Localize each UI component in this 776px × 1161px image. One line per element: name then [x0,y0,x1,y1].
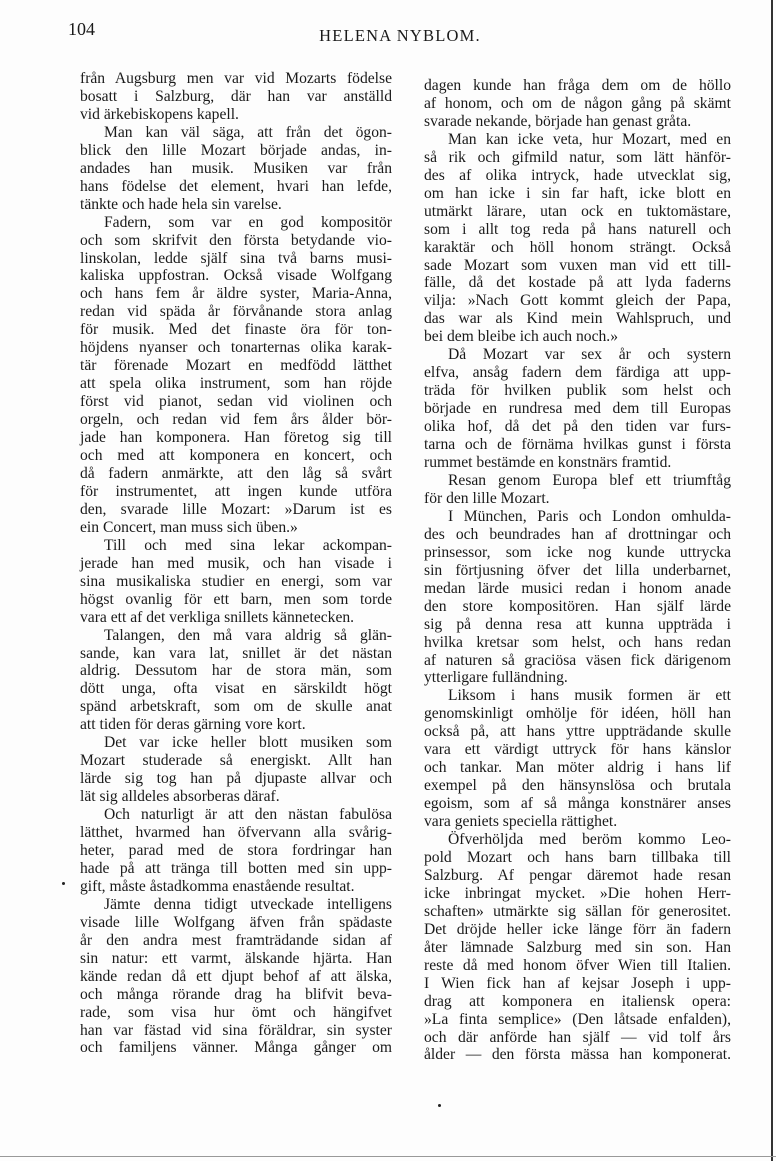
text-line: den, svarade lille Mozart: »Darum ist es [80,500,392,518]
text-line: Resan genom Europa blef ett triumftåg [448,471,731,489]
text-line: Fadern, som var en god kompositör [104,213,392,231]
text-line: bei dem bleibe ich auch noch.» [424,328,618,346]
text-line: I Wien fick han af kejsar Joseph i upp- [424,974,731,992]
text-line: vara ett af det verkliga snillets kännetecken. [80,608,355,626]
text-line: utmärkt lärare, utan ock en tuktomästare, [424,202,731,220]
text-line: sin natur: ett varmt, älskande hjärta. Han [80,949,392,967]
text-line: »La finta semplice» (Den låtsade enfalden), [424,1010,731,1028]
scan-speck [62,882,65,885]
text-line: ein Concert, man muss sich üben.» [80,518,298,536]
text-line: linskolan, ledde själf sina två barns musi- [80,249,392,267]
text-line: ålder — den första mässa han komponerat. [424,1046,731,1064]
paragraph [424,346,731,472]
text-line: olika hof, då det på den tiden var furs- [424,418,731,436]
text-line: visade lille Wolfgang äfven från spädaste [80,913,392,931]
text-line: bosatt i Salzburg, där han var anställd [80,87,392,105]
text-line: spänd arbetskraft, som om de skulle anat [80,698,392,716]
text-line: om han icke i sin far haft, icke blott en [424,184,731,202]
text-line: des och beundrades han af drottningar och [424,525,731,543]
text-line: Man kan väl säga, att från det ögon- [104,123,392,141]
text-line: hans födelse det element, hvari han lefde, [80,177,392,195]
text-line: genomskinligt omhölje för idéen, höll han [424,705,731,723]
text-line: Liksom i hans musik formen är ett [448,687,731,705]
text-line: pold Mozart och hans barn tillbaka till [424,848,731,866]
text-line: Det var icke heller blott musiken som [104,734,392,752]
paragraph [80,124,392,214]
text-line: jerade han med musik, och han visade i [80,554,392,572]
text-line: Salzburg. Af pengar däremot hade resan [424,866,731,884]
text-line: vara geniets speciella rättighet. [424,813,618,831]
text-line: han var fästad vid sina föräldrar, sin syster [80,1021,392,1039]
running-head: HELENA NYBLOM. [319,26,481,45]
paragraph [424,472,731,508]
text-line: sade Mozart som vuxen man vid ett till- [424,256,731,274]
text-line: för musik. Med det finaste öra för ton- [80,321,392,339]
text-line: Man kan icke veta, hur Mozart, med en [448,130,731,148]
text-line: sig på denna resa att kunna uppträda i [424,615,731,633]
paragraph [424,131,731,346]
text-line: då fadern anmärkte, att den låg så svårt [80,464,392,482]
text-line: också på, att hans yttre uppträdande skulle [424,723,731,741]
text-column-right [424,77,731,1064]
text-line: icke inbringat mycket. »Die hohen Herr- [424,884,731,902]
page-number: 104 [68,19,95,39]
text-line: dött unga, ofta visat en särskildt högt [80,680,392,698]
paragraph [80,70,392,124]
text-line: blick den lille Mozart började andas, in- [80,141,392,159]
text-line: af honom, och om de någon gång på skämt [424,94,731,112]
text-line: dagen kunde han fråga dem om de höllo [424,77,731,94]
text-line: Det dröjde heller icke länge förr än fadern [424,920,731,938]
text-line: Talangen, den må vara aldrig så glän- [104,626,392,644]
text-line: vid ärkebiskopens kapell. [80,105,239,123]
text-line: Då Mozart var sex år och systern [448,346,731,364]
text-line: att spela olika instrument, som han röjde [80,375,392,393]
text-line: tänkte och hade hela sin varelse. [80,195,282,213]
text-line: och som skrifvit den första betydande vio- [80,231,392,249]
paragraph [424,508,731,688]
text-line: elfva, ansåg fadern dem färdiga att upp- [424,364,731,382]
text-line: högst ovanlig för ett barn, men som torde [80,590,392,608]
scan-edge-right [771,0,773,1161]
text-line: lärde sig tog han på djupaste allvar och [80,770,392,788]
text-line: lätthet, hvarmed han öfvervann alla svårig- [80,824,392,842]
paragraph [80,627,392,735]
paragraph [80,214,392,537]
text-line: och där anförde han själf — vid tolf års [424,1028,731,1046]
text-line: och många rörande drag ha blifvit beva- [80,985,392,1003]
text-line: svarade nekande, började han genast gråta. [424,112,692,130]
text-line: som i allt tog reda på hans naturell och [424,220,731,238]
text-line: Och naturligt är att den nästan fabulösa [104,806,392,824]
text-line: af naturen så graciösa väsen fick därigenom [424,651,731,669]
text-line: gift, måste åstadkomma enastående resultat. [80,877,355,895]
text-line: hade på att tränga till botten med sin upp- [80,859,392,877]
text-line: åter lämnade Salzburg med sin son. Han [424,938,731,956]
text-line: och familjens vänner. Många gånger om [80,1039,392,1057]
paragraph [80,896,392,1058]
paragraph [424,687,731,831]
text-line: och hans fem år äldre syster, Maria-Anna, [80,285,392,303]
text-line: rummet bestämde en konstnärs framtid. [424,454,672,472]
text-line: tär förenade Mozart en medfödd lätthet [80,357,392,375]
text-line: rade, som visa hur ömt och hängifvet [80,1003,392,1021]
text-line: reste då med honom öfver Wien till Italien. [424,956,731,974]
text-line: började en rundresa med dem till Europas [424,400,731,418]
text-line: vilja: »Nach Gott kommt gleich der Papa, [424,292,731,310]
paragraph [80,734,392,806]
scan-edge-bottom [0,1156,776,1157]
text-line: lät sig alldeles absorberas däraf. [80,788,280,806]
text-line: sin förtjusning öfver det lilla underbarnet, [424,561,731,579]
text-line: att tiden för deras gärning vore kort. [80,716,306,734]
text-line: redan vid späda år förvånande stora anlag [80,303,392,321]
text-line: träda för hvilken publik som helst och [424,382,731,400]
text-line: medan lärde musici redan i honom anade [424,579,731,597]
text-line: så rik och gifmild natur, som lätt hänför- [424,148,731,166]
text-line: tarna och de förnäma hvilkas gunst i första [424,436,731,454]
text-line: prinsessor, som icke nog kunde uttrycka [424,543,731,561]
text-line: sande, kan vara lat, snillet är det nästan [80,644,392,662]
text-line: kaliska uppfostran. Också visade Wolfgang [80,267,392,285]
text-line: Till och med sina lekar ackompan- [104,536,392,554]
text-line: andades han musik. Musiken var från [80,159,392,177]
text-line: och tankar. Man möter aldrig i hans lif [424,759,731,777]
text-line: den store kompositören. Han själf lärde [424,597,731,615]
text-line: Jämte denna tidigt utveckade intelligens [104,895,392,913]
text-line: Öfverhöljda med beröm kommo Leo- [448,831,731,849]
text-line: år den andra mest framträdande sidan af [80,931,392,949]
text-line: ytterligare fulländning. [424,669,568,687]
paragraph [80,537,392,627]
text-line: kände redan då ett djupt behof af att älska, [80,967,392,985]
text-line: das war als Kind mein Wahlspruch, und [424,310,731,328]
text-line: karaktär och höll honom strängt. Också [424,238,731,256]
text-line: exempel på den hänsynslösa och brutala [424,777,731,795]
text-line: från Augsburg men var vid Mozarts födelse [80,70,392,87]
text-line: orgeln, och redan vid fem års ålder bör- [80,411,392,429]
scan-speck [438,1104,441,1107]
text-line: heter, parad med de stora fordringar han [80,841,392,859]
text-line: först vid pianot, sedan vid violinen och [80,393,392,411]
text-line: vara ett värdigt uttryck för hans känslor [424,741,731,759]
text-line: egoism, som af så många konstnärer anses [424,795,731,813]
text-line: jade han komponera. Han företog sig till [80,429,392,447]
text-line: hvilka kretsar som helst, och hans redan [424,633,731,651]
text-line: fälle, då det kostade på att lyda faderns [424,274,731,292]
text-line: höjdens nyanser och tonarternas olika karak- [80,339,392,357]
text-line: och med att komponera en koncert, och [80,447,392,465]
text-column-left [80,70,392,1057]
paragraph [80,806,392,896]
text-line: sina musikaliska studier en energi, som var [80,572,392,590]
text-line: I München, Paris och London omhulda- [448,507,731,525]
text-line: för instrumentet, att ingen kunde utföra [80,482,392,500]
paragraph [424,831,731,1064]
text-line: des af olika intryck, hade utvecklat sig, [424,166,731,184]
text-line: Mozart studerade så energiskt. Allt han [80,752,392,770]
text-line: schaften» utmärkte sig sällan för generositet. [424,902,731,920]
text-line: för den lille Mozart. [424,489,550,507]
paragraph [424,77,731,131]
text-line: aldrig. Dessutom har de stora män, som [80,662,392,680]
text-line: drag att komponera en italiensk opera: [424,992,731,1010]
